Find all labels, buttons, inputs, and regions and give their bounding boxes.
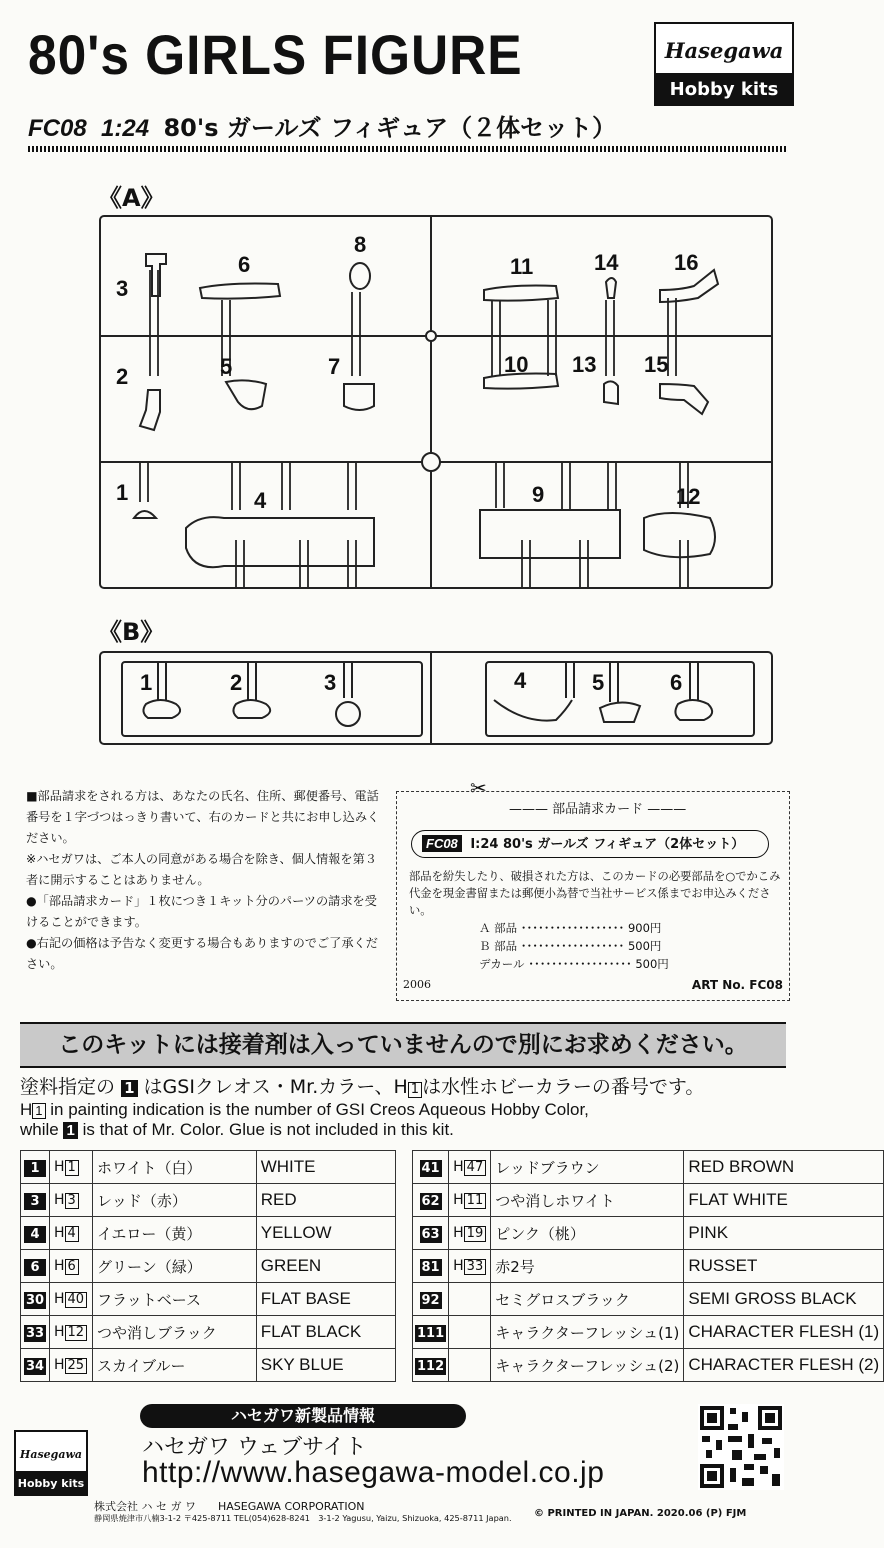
color-name-jp: ピンク（桃）	[491, 1217, 684, 1250]
mr-color-number: 6	[24, 1259, 46, 1276]
glue-not-included-banner: このキットには接着剤は入っていませんので別にお求めください。	[20, 1022, 786, 1068]
color-name-en: RED BROWN	[684, 1151, 884, 1184]
part-number: 3	[116, 276, 129, 301]
color-name-en: CHARACTER FLESH (2)	[684, 1349, 884, 1382]
product-scale: 1:24	[101, 115, 150, 142]
color-row	[413, 1184, 884, 1217]
part-a8	[350, 263, 370, 289]
order-card-instructions: 部品を紛失したり、破損された方は、このカードの必要部品を○でかこみ代金を現金書留または郵便小為替で当社サービス係までお申込みください。	[409, 870, 781, 917]
color-row	[21, 1349, 396, 1382]
color-name-en: GREEN	[256, 1250, 395, 1283]
color-row	[21, 1184, 396, 1217]
part-number: 1	[116, 480, 129, 505]
color-name-jp: グリーン（緑）	[93, 1250, 257, 1283]
color-table-right	[412, 1150, 884, 1382]
part-number: 4	[254, 488, 267, 513]
scissors-icon: ✂	[470, 776, 487, 800]
color-row	[413, 1283, 884, 1316]
hobby-color-number: H 19	[449, 1217, 491, 1250]
sprue-a-frame	[100, 216, 772, 588]
product-code: FC08	[28, 115, 87, 142]
logo-brand: Hasegawa	[656, 24, 792, 75]
color-name-jp: 赤2号	[491, 1250, 684, 1283]
part-number: 5	[592, 670, 605, 695]
color-name-jp: キャラクターフレッシュ(1)	[491, 1316, 684, 1349]
color-row	[413, 1349, 884, 1382]
color-name-jp: イエロー（黄）	[93, 1217, 257, 1250]
hobby-color-number: H 4	[50, 1217, 93, 1250]
part-number: 14	[594, 250, 619, 275]
part-number: 11	[510, 254, 534, 279]
part-a14	[606, 278, 616, 298]
color-name-en: SKY BLUE	[256, 1349, 395, 1382]
parts-order-notes	[26, 786, 382, 975]
mr-color-number: 81	[421, 1260, 440, 1275]
color-row	[413, 1151, 884, 1184]
logo-tagline: Hobby kits	[656, 75, 792, 104]
hobby-color-number	[449, 1316, 491, 1349]
part-number: 5	[220, 354, 233, 379]
color-name-en: RUSSET	[684, 1250, 884, 1283]
color-name-jp: レッド（赤）	[93, 1184, 257, 1217]
website-url[interactable]: http://www.hasegawa-model.co.jp	[142, 1456, 605, 1489]
part-number: 6	[670, 670, 683, 695]
part-number: 2	[116, 364, 129, 389]
note-line: ●「部品請求カード」１枚につき１キット分のパーツの請求を受けることができます。	[26, 894, 377, 929]
hobby-color-number: H 25	[50, 1349, 93, 1382]
part-number: 2	[230, 670, 243, 695]
hasegawa-logo-footer: Hasegawa Hobby kits	[14, 1430, 88, 1496]
product-name-jp: 80's ガールズ フィギュア（２体セット）	[163, 114, 617, 142]
mr-color-number: 112	[417, 1359, 445, 1374]
note-line: ■部品請求をされる方は、あなたの氏名、住所、郵便番号、電話番号を１字づつはっきり書いて、右のカードと共にお申し込みください。	[26, 789, 380, 845]
mr-color-number: 4	[24, 1226, 46, 1243]
hobby-color-number: H 33	[449, 1250, 491, 1283]
company-address: 静岡県焼津市八楠3-1-2 〒425-8711 TEL(054)628-8241 3-1-2 Yagusu, Yaizu, Shizuoka, 425-8711 Japan.	[94, 1513, 512, 1523]
color-name-en: RED	[256, 1184, 395, 1217]
color-name-en: WHITE	[256, 1151, 395, 1184]
part-a11	[484, 286, 558, 301]
part-a7	[344, 384, 374, 410]
color-row	[413, 1217, 884, 1250]
part-number: 1	[140, 670, 153, 695]
qr-code-icon[interactable]	[698, 1404, 784, 1490]
hobby-color-number: H 11	[449, 1184, 491, 1217]
part-a1	[134, 511, 156, 518]
color-name-jp: セミグロスブラック	[491, 1283, 684, 1316]
part-number: 7	[328, 354, 341, 379]
part-a15	[660, 384, 708, 414]
mr-color-number: 34	[25, 1359, 45, 1374]
hobby-color-number: H 6	[50, 1250, 93, 1283]
part-number: 3	[324, 670, 337, 695]
part-number: 13	[572, 352, 597, 377]
paint-note-en: H 1 in painting indication is the number of GSI Creos Aqueous Hobby Color, while 1 is that of Mr. Color. Glue is not included in this kit.	[20, 1100, 589, 1139]
color-row	[413, 1250, 884, 1283]
hobby-color-number	[449, 1349, 491, 1382]
order-card-code: FC08	[422, 835, 462, 852]
new-products-banner: ハセガワ新製品情報	[140, 1404, 466, 1428]
printed-in-japan: © PRINTED IN JAPAN. 2020.06 (P) FJM	[534, 1508, 747, 1519]
hobby-color-number: H 3	[50, 1184, 93, 1217]
color-row	[21, 1316, 396, 1349]
note-line: ※ハセガワは、ご本人の同意がある場合を除き、個人情報を第３者に開示することはありません。	[26, 852, 377, 887]
part-number: 16	[674, 250, 699, 275]
order-card-year: 2006	[403, 978, 431, 991]
color-name-en: FLAT BASE	[256, 1283, 395, 1316]
mr-color-number: 33	[25, 1326, 45, 1341]
color-row	[413, 1316, 884, 1349]
part-number: 10	[504, 352, 529, 377]
part-b1	[143, 700, 180, 718]
note-line: ●右記の価格は予告なく変更する場合もありますのでご了承ください。	[26, 936, 378, 971]
art-number: ART No. FC08	[691, 978, 783, 992]
mr-color-number: 111	[417, 1326, 445, 1341]
color-table-left	[20, 1150, 396, 1382]
part-number: 4	[514, 668, 527, 693]
part-number: 6	[238, 252, 251, 277]
color-name-jp: フラットベース	[93, 1283, 257, 1316]
part-b2	[233, 700, 270, 718]
price-row: デカール ･･････････････････ 500円	[479, 957, 669, 971]
part-b3	[336, 702, 360, 726]
parts-order-card	[396, 791, 790, 1001]
mr-color-number: 30	[25, 1293, 45, 1308]
price-row: Ｂ 部品 ･･････････････････ 500円	[479, 939, 662, 953]
hobby-color-number: H 47	[449, 1151, 491, 1184]
color-name-jp: スカイブルー	[93, 1349, 257, 1382]
hobby-color-number	[449, 1283, 491, 1316]
sprue-b-label: 《B》	[98, 618, 165, 646]
color-name-en: PINK	[684, 1217, 884, 1250]
color-name-en: YELLOW	[256, 1217, 395, 1250]
mr-color-number: 62	[421, 1194, 440, 1209]
sprue-a-hub	[422, 453, 440, 471]
mr-color-number: 1	[24, 1160, 46, 1177]
part-a5	[226, 380, 266, 409]
color-row	[21, 1217, 396, 1250]
color-row	[21, 1250, 396, 1283]
mr-color-number: 63	[421, 1227, 440, 1242]
part-a13	[604, 381, 618, 404]
sprue-b-frame	[100, 652, 772, 744]
company-name: 株式会社 ハ セ ガ ワ HASEGAWA CORPORATION	[94, 1500, 365, 1513]
mr-color-number: 92	[421, 1293, 440, 1308]
color-row	[21, 1151, 396, 1184]
sprue-a-label: 《A》	[98, 184, 165, 212]
color-name-jp: つや消しホワイト	[491, 1184, 684, 1217]
part-a2	[140, 390, 160, 430]
color-name-jp: レッドブラウン	[491, 1151, 684, 1184]
part-number: 9	[532, 482, 545, 507]
order-card-product	[411, 830, 769, 858]
hobby-color-number: H 12	[50, 1316, 93, 1349]
part-a4	[186, 517, 374, 567]
part-number: 12	[676, 484, 701, 509]
part-a9	[480, 510, 620, 558]
website-label: ハセガワ ウェブサイト	[142, 1435, 367, 1460]
color-row	[21, 1283, 396, 1316]
color-name-en: FLAT WHITE	[684, 1184, 884, 1217]
part-number: 15	[644, 352, 669, 377]
sprue-diagrams	[0, 0, 796, 780]
part-a6	[200, 284, 280, 299]
paint-note-jp: 塗料指定の 1 はGSIクレオス・Mr.カラー、H 1 は水性ホビーカラーの番号です。	[20, 1076, 705, 1098]
color-name-jp: キャラクターフレッシュ(2)	[491, 1349, 684, 1382]
color-name-en: CHARACTER FLESH (1)	[684, 1316, 884, 1349]
part-number: 8	[354, 232, 367, 257]
order-card-heading: ——— 部品請求カード ———	[509, 802, 687, 817]
part-b6	[675, 700, 712, 720]
color-name-jp: ホワイト（白）	[93, 1151, 257, 1184]
color-name-jp: つや消しブラック	[93, 1316, 257, 1349]
mr-color-number: 41	[421, 1161, 440, 1176]
order-card-product-name: I:24 80's ガールズ フィギュア（2体セット）	[470, 837, 745, 852]
mr-color-number: 3	[24, 1193, 46, 1210]
color-name-en: FLAT BLACK	[256, 1316, 395, 1349]
hobby-color-number: H 40	[50, 1283, 93, 1316]
color-name-en: SEMI GROSS BLACK	[684, 1283, 884, 1316]
hobby-color-number: H 1	[50, 1151, 93, 1184]
part-b5	[600, 702, 640, 722]
part-b4	[494, 700, 572, 721]
page-title: 80's GIRLS FIGURE	[28, 23, 523, 86]
part-a3	[146, 254, 166, 296]
price-row: Ａ 部品 ･･････････････････ 900円	[479, 921, 662, 935]
